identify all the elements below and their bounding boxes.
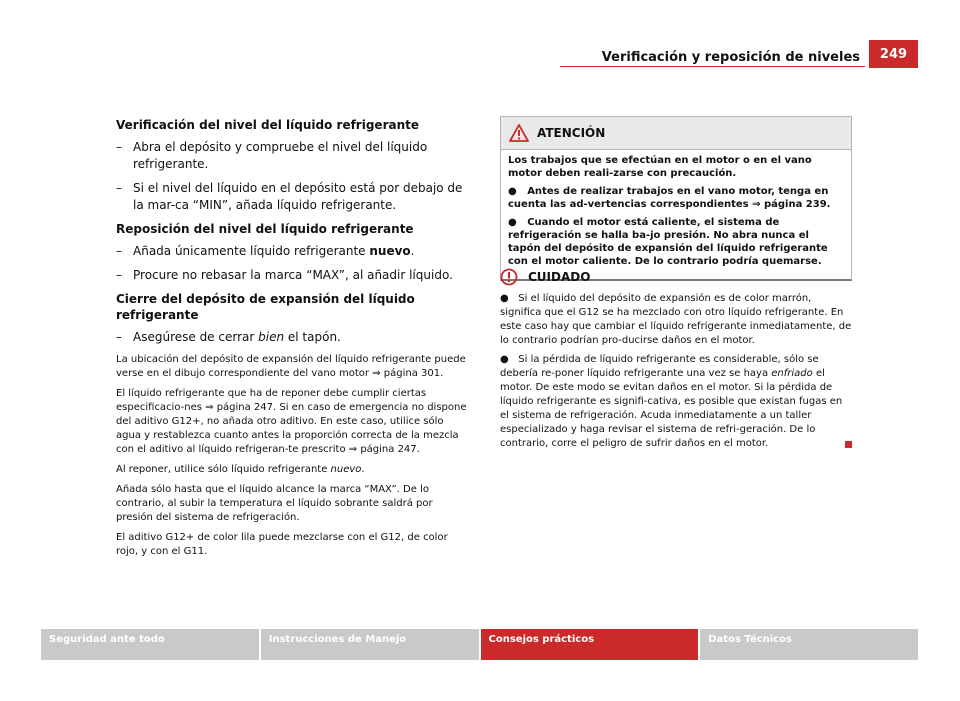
step-text-part: .	[410, 244, 415, 258]
warning-body	[501, 150, 851, 279]
note-text-part: .	[361, 464, 365, 475]
step-item	[116, 329, 468, 346]
note-paragraph	[116, 463, 468, 477]
bullet-icon: ●	[500, 354, 509, 365]
caution-title: CUIDADO	[528, 270, 591, 284]
warning-box	[500, 116, 852, 281]
step-text: Si el nivel del líquido en el depósito está por debajo de la mar-ca “MIN”, añada líquido refrigerante.	[133, 181, 463, 212]
bullet-icon: ●	[508, 186, 517, 197]
section-end-marker	[845, 441, 852, 448]
step-item	[116, 267, 468, 284]
step-item	[116, 139, 468, 173]
step-text	[133, 329, 341, 346]
step-item	[116, 243, 468, 260]
warning-bullet-text: Antes de realizar trabajos en el vano motor, tenga en cuenta las ad-vertencias correspondientes ⇒ página 239.	[508, 186, 831, 210]
footer-tab-practical-tips[interactable]: Consejos prácticos	[481, 629, 699, 660]
section-heading-verification: Verificación del nivel del líquido refrigerante	[116, 118, 419, 132]
warning-bullet-text: Cuando el motor está caliente, el sistema de refrigeración se halla ba-jo presión. No abra nunca el tapón del depósito de expansión del líquido refrigerante con el motor caliente. De lo contrario podría quemarse.	[508, 217, 828, 267]
warning-triangle-icon	[509, 124, 529, 142]
note-paragraph: La ubicación del depósito de expansión del líquido refrigerante puede verse en el dibujo correspondiente del vano motor ⇒ página 301.	[116, 354, 466, 379]
footer-tab-operating-instructions[interactable]: Instrucciones de Manejo	[261, 629, 479, 660]
footer-tab-safety[interactable]: Seguridad ante todo	[41, 629, 259, 660]
step-dash: –	[116, 244, 122, 258]
step-item	[116, 180, 468, 214]
note-paragraph: El líquido refrigerante que ha de reponer debe cumplir ciertas especificacio-nes ⇒ página 247. Si en caso de emergencia no dispone del aditivo G12+, no añada otro aditivo. En este caso, utilice sólo agua y restablezca cuanto antes la proporción correcta de la mezcla con el aditivo al líquido refrigeran-te prescrito ⇒ página 247.	[116, 388, 467, 455]
note-paragraph: El aditivo G12+ de color lila puede mezclarse con el G12, de color rojo, y con el G11.	[116, 532, 448, 557]
step-text-part: el tapón.	[284, 330, 341, 344]
footer-tab-technical-data[interactable]: Datos Técnicos	[700, 629, 918, 660]
warning-bullet	[508, 185, 844, 211]
note-text-part: Al reponer, utilice sólo líquido refrigerante	[116, 464, 331, 475]
header-rule	[560, 66, 865, 67]
warning-header	[501, 117, 851, 150]
bullet-icon: ●	[500, 293, 509, 304]
caution-bullet-text: Si el líquido del depósito de expansión es de color marrón, significa que el G12 se ha mezclado con otro líquido refrigerante. En este caso hay que cambiar el líquido refrigerante inmediatamente, de lo contrario podrían pro-ducirse daños en el motor.	[500, 293, 852, 346]
caution-text-part: Si la pérdida de líquido refrigerante es considerable, sólo se debería re-poner líquido refrigerante una vez se haya	[500, 354, 819, 379]
warning-title: ATENCIÓN	[537, 126, 606, 140]
footer-nav	[41, 629, 918, 660]
step-text	[133, 243, 415, 260]
warning-paragraph: Los trabajos que se efectúan en el motor o en el vano motor deben reali-zarse con precaución.	[508, 155, 812, 179]
step-dash: –	[116, 140, 122, 154]
step-emphasis: bien	[258, 330, 285, 344]
left-column	[116, 117, 468, 565]
step-emphasis: nuevo	[369, 244, 411, 258]
caution-header	[500, 265, 852, 289]
caution-text-part: el motor. De este modo se evitan daños en el motor. Si la pérdida de líquido refrigerante es signifi-cativa, es posible que existan fugas en el sistema de refrigeración. Acuda inmediatamente a un taller especializado y haga revisar el sistema de refri-geración. De lo contrario, corre el peligro de sufrir daños en el motor.	[500, 368, 843, 449]
page-header-title: Verificación y reposición de niveles	[601, 50, 860, 65]
caution-circle-icon	[500, 268, 518, 286]
step-text-part: Añada únicamente líquido refrigerante	[133, 244, 370, 258]
bullet-icon: ●	[508, 217, 517, 228]
caution-bullet	[500, 292, 852, 348]
step-text-part: Asegúrese de cerrar	[133, 330, 259, 344]
step-text: Abra el depósito y compruebe el nivel del líquido refrigerante.	[133, 140, 428, 171]
note-emphasis: nuevo	[330, 464, 362, 475]
page-number: 249	[869, 40, 918, 68]
note-paragraph: Añada sólo hasta que el líquido alcance la marca “MAX”. De lo contrario, al subir la temperatura el líquido sobrante saldrá por presión del sistema de refrigeración.	[116, 484, 433, 523]
step-dash: –	[116, 330, 122, 344]
step-dash: –	[116, 268, 122, 282]
section-heading-close: Cierre del depósito de expansión del líquido refrigerante	[116, 292, 415, 322]
caution-section	[500, 265, 852, 456]
caution-emphasis: enfriado	[771, 368, 813, 379]
step-dash: –	[116, 181, 122, 195]
step-text: Procure no rebasar la marca “MAX”, al añadir líquido.	[133, 268, 453, 282]
section-heading-refill: Reposición del nivel del líquido refrigerante	[116, 222, 414, 236]
warning-bullet	[508, 216, 844, 268]
caution-bullet	[500, 353, 852, 451]
